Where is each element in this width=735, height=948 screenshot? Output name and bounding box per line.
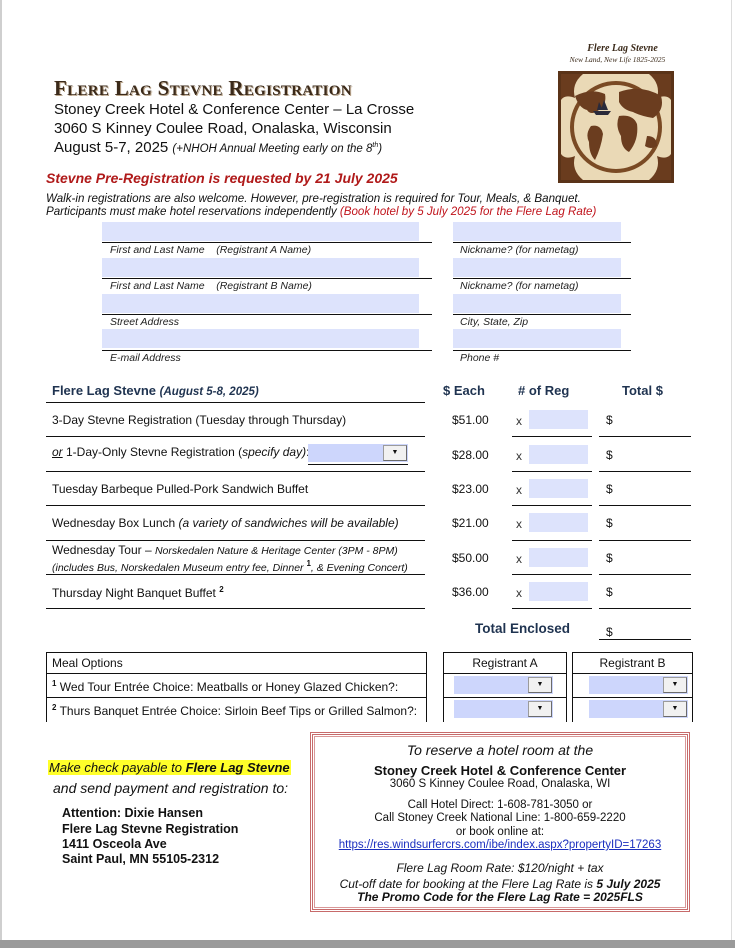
footnote-2: 2 bbox=[219, 585, 224, 594]
total-dollar-sign: $ bbox=[606, 516, 613, 530]
fee-price: $36.00 bbox=[452, 585, 489, 599]
viewer-bottom-bar bbox=[0, 940, 735, 948]
fee-row-label bbox=[52, 516, 399, 530]
table-rule bbox=[46, 505, 425, 506]
banquet-entree-b-select[interactable] bbox=[589, 700, 688, 718]
mailing-address-line: Attention: Dixie Hansen bbox=[62, 806, 203, 820]
fee-price: $28.00 bbox=[452, 448, 489, 462]
venue-address: 3060 S Kinney Coulee Road, Onalaska, Wisconsin bbox=[54, 120, 392, 137]
payee-name: Flere Lag Stevne bbox=[185, 760, 290, 775]
times-sign: x bbox=[516, 586, 522, 600]
field-rule bbox=[102, 278, 432, 279]
cutoff-date bbox=[313, 877, 687, 891]
room-rate: Flere Lag Room Rate: $120/night + tax bbox=[396, 861, 604, 875]
col-each-header: $ Each bbox=[443, 383, 485, 398]
tour-entree-a-select[interactable] bbox=[454, 676, 553, 694]
banquet-entree-a-select[interactable] bbox=[454, 700, 553, 718]
name-a-label-text: First and Last Name bbox=[110, 244, 205, 256]
hotel-booking-link[interactable]: https://res.windsurfercrs.com/ibe/index.aspx?propertyID=17263 bbox=[338, 839, 662, 851]
field-rule bbox=[102, 242, 432, 243]
cutoff-text: Cut-off date for booking at the Flere Lag Rate is bbox=[339, 877, 597, 891]
field-rule bbox=[453, 242, 631, 243]
hotel-phone-national: Call Stoney Creek National Line: 1-800-659-2220 bbox=[374, 812, 626, 824]
send-payment-note: and send payment and registration to: bbox=[53, 780, 289, 796]
times-sign: x bbox=[516, 552, 522, 566]
registrant-a-header: Registrant A bbox=[472, 656, 538, 670]
fees-title-text: Flere Lag Stevne bbox=[52, 383, 160, 398]
table-rule bbox=[46, 540, 425, 541]
field-rule bbox=[102, 314, 432, 315]
qty-input-box-lunch[interactable] bbox=[529, 513, 588, 532]
meal-option-label: Wed Tour Entrée Choice: Meatballs or Honey Glazed Chicken?: bbox=[56, 680, 399, 694]
field-rule bbox=[102, 350, 432, 351]
qty-input-banquet[interactable] bbox=[529, 582, 588, 601]
fee-row-label bbox=[52, 585, 224, 600]
name-b-label-text: First and Last Name bbox=[110, 280, 205, 292]
qty-rule bbox=[512, 574, 592, 575]
col-total-header: Total $ bbox=[622, 383, 663, 398]
table-rule bbox=[46, 436, 425, 437]
dates-note-text: (+NHOH Annual Meeting early on the 8 bbox=[172, 143, 373, 155]
total-rule bbox=[599, 540, 691, 541]
phone-label: Phone # bbox=[460, 352, 500, 364]
qty-rule bbox=[512, 608, 592, 609]
meal-rule bbox=[572, 697, 693, 698]
meal-option-row bbox=[52, 703, 417, 718]
promo-code: The Promo Code for the Flere Lag Rate = 2025FLS bbox=[357, 890, 643, 904]
email-input[interactable] bbox=[102, 329, 419, 348]
fee-price: $23.00 bbox=[452, 482, 489, 496]
times-sign: x bbox=[516, 517, 522, 531]
box-lunch-text: Wednesday Box Lunch bbox=[52, 516, 179, 530]
fee-price: $51.00 bbox=[452, 413, 489, 427]
hotel-address: 3060 S Kinney Coulee Road, Onalaska, WI bbox=[389, 778, 611, 790]
nickname-a-label: Nickname? (for nametag) bbox=[460, 244, 579, 256]
total-enclosed-label: Total Enclosed bbox=[475, 621, 571, 636]
page-title: Flere Lag Stevne Registration bbox=[54, 76, 352, 100]
event-dates bbox=[54, 139, 382, 156]
table-rule bbox=[46, 402, 425, 403]
times-sign: x bbox=[516, 414, 522, 428]
tour-entree-b-select[interactable] bbox=[589, 676, 688, 694]
select-rule bbox=[308, 464, 408, 465]
mailing-address-line: Saint Paul, MN 55105-2312 bbox=[62, 852, 220, 866]
cutoff-date-value: 5 July 2025 bbox=[596, 877, 661, 891]
book-online-text: or book online at: bbox=[455, 826, 545, 838]
meal-rule bbox=[46, 697, 427, 698]
check-payable-note bbox=[48, 760, 291, 775]
world-map-ship-logo bbox=[558, 71, 674, 183]
hotel-deadline-note: (Book hotel by 5 July 2025 for the Flere Lag Rate) bbox=[339, 205, 597, 218]
one-day-text: 1-Day-Only Stevne Registration ( bbox=[62, 445, 243, 459]
tour-includes-end: , & Evening Concert) bbox=[310, 562, 408, 574]
total-rule bbox=[599, 608, 691, 609]
qty-rule bbox=[512, 505, 592, 506]
hotel-notice bbox=[46, 205, 596, 218]
nickname-b-input[interactable] bbox=[453, 258, 621, 277]
fee-row-label bbox=[52, 543, 398, 557]
payable-prefix: Make check payable to bbox=[49, 760, 186, 775]
qty-input-1day[interactable] bbox=[529, 445, 588, 464]
times-sign: x bbox=[516, 449, 522, 463]
total-dollar-sign: $ bbox=[606, 482, 613, 496]
nickname-b-label: Nickname? (for nametag) bbox=[460, 280, 579, 292]
meal-rule bbox=[443, 673, 567, 674]
times-sign: x bbox=[516, 483, 522, 497]
specify-day-text: specify day) bbox=[242, 445, 307, 459]
fees-section-title bbox=[52, 383, 259, 398]
day-select[interactable] bbox=[308, 444, 408, 462]
table-rule bbox=[46, 471, 425, 472]
chevron-down-icon[interactable]: ▼ bbox=[663, 701, 687, 717]
box-lunch-note: (a variety of sandwiches will be available) bbox=[178, 516, 399, 530]
total-dollar-sign: $ bbox=[606, 585, 613, 599]
fee-row-label: Tuesday Barbeque Pulled-Pork Sandwich Buffet bbox=[52, 482, 309, 496]
meal-rule bbox=[443, 697, 567, 698]
street-address-input[interactable] bbox=[102, 294, 419, 313]
fees-dates: (August 5-8, 2025) bbox=[159, 386, 259, 398]
total-enclosed-dollar: $ bbox=[606, 625, 613, 639]
banquet-text: Thursday Night Banquet Buffet bbox=[52, 586, 220, 600]
hotel-reservation-box bbox=[310, 732, 690, 912]
chevron-down-icon[interactable]: ▼ bbox=[528, 677, 552, 693]
email-label: E-mail Address bbox=[110, 352, 181, 364]
hotel-phone-direct: Call Hotel Direct: 1-608-781-3050 or bbox=[407, 799, 593, 811]
total-dollar-sign: $ bbox=[606, 551, 613, 565]
nickname-a-input[interactable] bbox=[453, 222, 621, 241]
mailing-address-line: 1411 Osceola Ave bbox=[62, 837, 167, 851]
qty-rule bbox=[512, 436, 592, 437]
page-edge bbox=[731, 0, 732, 940]
fee-price: $50.00 bbox=[452, 551, 489, 565]
qty-input-3day[interactable] bbox=[529, 410, 588, 429]
name-b-label bbox=[110, 280, 312, 292]
total-rule bbox=[599, 505, 691, 506]
name-b-hint: (Registrant B Name) bbox=[216, 280, 312, 292]
field-rule bbox=[453, 314, 631, 315]
qty-input-tour[interactable] bbox=[529, 548, 588, 567]
hotel-name: Stoney Creek Hotel & Conference Center bbox=[373, 763, 627, 778]
hotel-notice-text: Participants must make hotel reservations independently bbox=[46, 205, 340, 218]
footnote-2: 2 bbox=[52, 703, 57, 712]
logo-tagline: New Land, New Life 1825-2025 bbox=[569, 55, 666, 64]
dates-text: August 5-7, 2025 bbox=[54, 139, 173, 156]
footnote-1: 1 bbox=[306, 559, 311, 568]
meal-options-header: Meal Options bbox=[52, 656, 123, 670]
page-edge bbox=[0, 0, 2, 940]
preregistration-deadline: Stevne Pre-Registration is requested by 21 July 2025 bbox=[46, 170, 398, 186]
name-a-input[interactable] bbox=[102, 222, 419, 241]
col-reg-header: # of Reg bbox=[518, 383, 570, 398]
field-rule bbox=[453, 350, 631, 351]
registrant-b-header: Registrant B bbox=[599, 656, 666, 670]
total-rule bbox=[599, 639, 691, 640]
footnote-1: 1 bbox=[52, 679, 57, 688]
tour-dash: – bbox=[141, 543, 155, 557]
city-state-zip-label: City, State, Zip bbox=[460, 316, 529, 328]
or-text: or bbox=[52, 445, 63, 459]
meal-option-row bbox=[52, 679, 398, 694]
qty-rule bbox=[512, 540, 592, 541]
venue-name: Stoney Creek Hotel & Conference Center – La Crosse bbox=[54, 101, 415, 118]
logo-caption: Flere Lag Stevne bbox=[587, 43, 658, 54]
total-rule bbox=[599, 471, 691, 472]
name-b-input[interactable] bbox=[102, 258, 419, 277]
dates-note-sup: th bbox=[372, 142, 379, 150]
phone-input[interactable] bbox=[453, 329, 621, 348]
table-rule bbox=[46, 574, 425, 575]
name-a-hint: (Registrant A Name) bbox=[216, 244, 312, 256]
tour-text: Wednesday Tour bbox=[52, 543, 142, 557]
name-a-label bbox=[110, 244, 311, 256]
fee-row-sublabel bbox=[52, 559, 408, 574]
mailing-address-line: Flere Lag Stevne Registration bbox=[62, 822, 239, 836]
qty-rule bbox=[512, 471, 592, 472]
city-state-zip-input[interactable] bbox=[453, 294, 621, 313]
total-dollar-sign: $ bbox=[606, 413, 613, 427]
total-rule bbox=[599, 574, 691, 575]
total-dollar-sign: $ bbox=[606, 448, 613, 462]
fee-row-label bbox=[52, 445, 309, 459]
qty-input-bbq[interactable] bbox=[529, 479, 588, 498]
fee-row-label: 3-Day Stevne Registration (Tuesday through Thursday) bbox=[52, 413, 347, 427]
dates-note bbox=[172, 143, 382, 155]
total-enclosed-input[interactable] bbox=[615, 621, 689, 640]
chevron-down-icon[interactable]: ▼ bbox=[663, 677, 687, 693]
field-rule bbox=[453, 278, 631, 279]
tour-includes: (includes Bus, Norskedalen Museum entry fee, Dinner bbox=[52, 562, 307, 574]
total-rule bbox=[599, 436, 691, 437]
fee-price: $21.00 bbox=[452, 516, 489, 530]
street-address-label: Street Address bbox=[110, 316, 180, 328]
table-rule bbox=[46, 608, 425, 609]
chevron-down-icon[interactable]: ▼ bbox=[383, 445, 407, 461]
dates-note-end: ) bbox=[378, 143, 383, 155]
world-map-icon bbox=[561, 74, 671, 180]
tour-location: Norskedalen Nature & Heritage Center (3PM - 8PM) bbox=[154, 545, 398, 557]
meal-rule bbox=[46, 673, 427, 674]
walkin-notice: Walk-in registrations are also welcome. However, pre-registration is required for Tour, Meals, & Banquet. bbox=[46, 192, 581, 205]
meal-rule bbox=[572, 673, 693, 674]
chevron-down-icon[interactable]: ▼ bbox=[528, 701, 552, 717]
meal-option-label: Thurs Banquet Entrée Choice: Sirloin Beef Tips or Grilled Salmon?: bbox=[56, 704, 418, 718]
hotel-intro: To reserve a hotel room at the bbox=[406, 742, 594, 758]
